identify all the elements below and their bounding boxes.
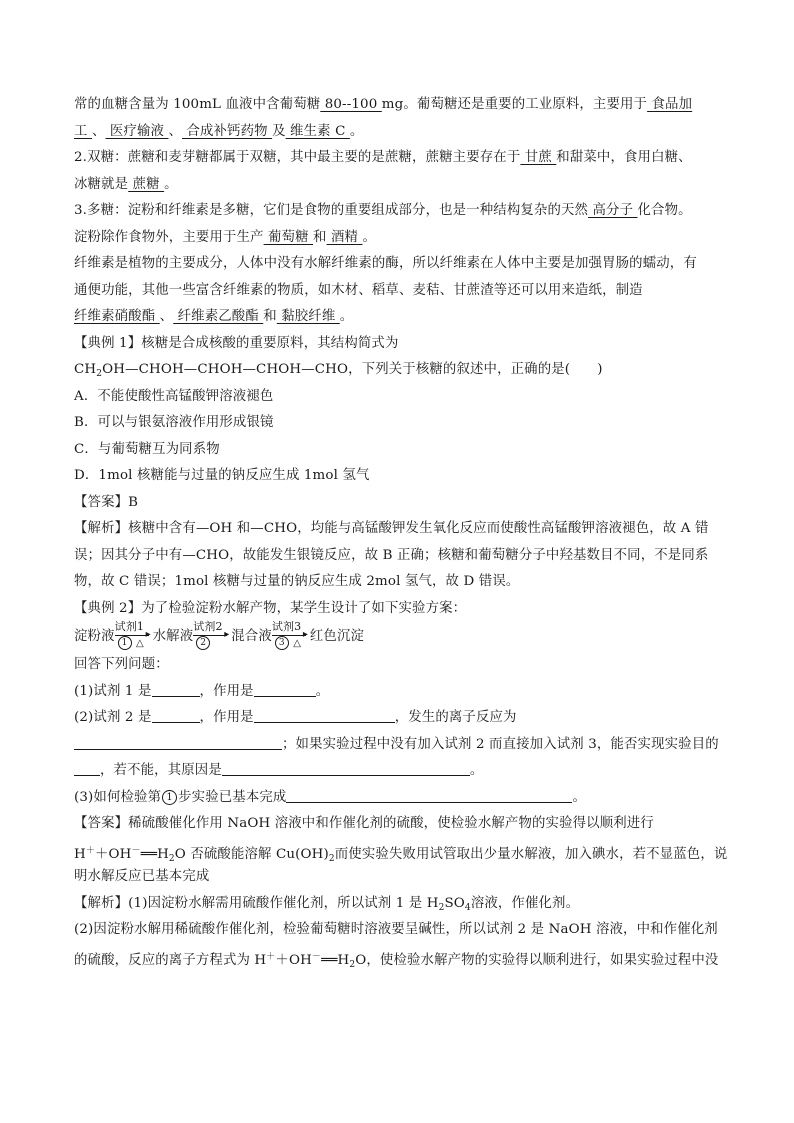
reaction-arrow-1 <box>115 622 153 648</box>
subscript: 2 <box>438 902 445 913</box>
text: ，作用是 <box>199 710 254 725</box>
analysis-2-line <box>74 944 724 971</box>
scheme-stage: 淀粉液 <box>74 629 115 644</box>
answer-fill: 黏胶纤维 <box>276 309 340 324</box>
option-c: C．与葡萄糖互为同系物 <box>74 441 220 457</box>
arrow-head-icon: ▸ <box>145 629 151 640</box>
scheme-stage: 水解液 <box>152 629 194 644</box>
answer-fill: 纤维素乙酸酯 <box>173 309 264 324</box>
document-page <box>74 92 728 970</box>
text: 常的血糖含量为 100mL 血液中含葡萄糖 <box>74 97 321 112</box>
text: 。 <box>339 309 354 324</box>
text-line: 通便功能，其他一些富含纤维素的物质，如木材、稻草、麦秸、甘蔗渣等还可以用来造纸，制造 <box>74 282 643 298</box>
step-label <box>195 636 211 650</box>
text-line <box>74 225 724 252</box>
subscript: 2 <box>349 959 356 970</box>
answer-blank[interactable] <box>254 682 316 697</box>
text: 。 <box>349 123 364 139</box>
text: 。 <box>164 176 178 192</box>
option-d: D．1mol 核糖能与过量的钠反应生成 1mol 氢气 <box>74 468 370 483</box>
text: ，若不能，其原因是 <box>100 763 222 778</box>
reagent-label: 试剂3 <box>271 620 302 633</box>
text: ＋OH <box>94 846 132 862</box>
text: OH—CHOH—CHOH—CHOH—CHO，下列关于核糖的叙述中，正确的是( ) <box>102 362 603 377</box>
answer-fill: 合成补钙药物 <box>182 123 273 139</box>
text: 化合物。 <box>637 203 692 218</box>
superscript: － <box>311 951 322 962</box>
questions-prompt: 回答下列问题： <box>74 657 169 672</box>
text-line <box>74 172 724 199</box>
text: 、 <box>91 123 106 139</box>
answer-fill: 纤维素硝酸酯 <box>74 309 160 324</box>
question-2 <box>74 705 724 732</box>
text: O 否硫酸能溶解 Cu(OH) <box>174 846 329 862</box>
text: SO <box>444 895 465 911</box>
step-number: 1 <box>118 636 132 650</box>
subscript: 2 <box>168 853 175 864</box>
answer-blank[interactable] <box>74 761 100 776</box>
text: ；如果实验过程中没有加入试剂 2 而直接加入试剂 3，能否实现实验目的 <box>282 736 719 752</box>
answer-fill: 维生素 C <box>285 123 350 139</box>
answer-blank[interactable] <box>74 735 282 750</box>
text: H <box>74 846 86 862</box>
heat-symbol: △ <box>135 638 144 649</box>
answer-blank[interactable] <box>286 788 572 803</box>
answer-blank[interactable] <box>152 682 200 697</box>
reaction-arrow-3 <box>272 622 310 648</box>
answer-2-line: 【答案】稀硫酸催化作用 NaOH 溶液中和作催化剂的硫酸，使检验水解产物的实验得以顺利进行 <box>74 816 654 831</box>
step-number: 2 <box>196 636 210 650</box>
analysis-1-line: 误；因其分子中有—CHO，故能发生银镜反应，故 B 正确；核糖和葡萄糖分子中羟基数目不同，不是同系 <box>74 547 709 563</box>
ribose-formula <box>74 357 724 384</box>
text: 的硫酸，反应的离子方程式为 H <box>74 952 267 968</box>
subscript: 4 <box>464 902 471 913</box>
text: 和 <box>313 229 327 245</box>
text: 及 <box>272 123 286 139</box>
analysis-2-line <box>74 891 724 918</box>
text: ══H <box>140 846 169 862</box>
answer-1: 【答案】B <box>74 494 139 510</box>
text: 淀粉除作食物外，主要用于生产 <box>74 229 264 245</box>
text: ══H <box>321 952 350 968</box>
text: 。 <box>362 229 377 245</box>
arrow-head-icon: ▸ <box>302 629 309 640</box>
answer-blank[interactable] <box>222 761 470 776</box>
text-line <box>74 145 724 172</box>
answer-2-line <box>74 838 728 865</box>
text-line <box>74 92 724 119</box>
reagent-label: 试剂2 <box>193 620 223 633</box>
answer-fill: 工 <box>74 123 92 139</box>
superscript: － <box>131 845 141 856</box>
text: (3)如何检验第 <box>74 789 162 805</box>
option-b: B．可以与银氨溶液作用形成银镜 <box>74 415 274 430</box>
text-line: 纤维素是植物的主要成分，人体中没有水解纤维素的酶，所以纤维素在人体中主要是加强胃肠的蠕动，有 <box>74 256 697 271</box>
answer-fill: 食品加 <box>647 97 693 112</box>
text: 溶液，作催化剂。 <box>470 895 580 911</box>
reaction-scheme <box>74 622 724 652</box>
text: (1)试剂 1 是 <box>74 683 152 699</box>
text-line <box>74 119 724 146</box>
reaction-arrow-2 <box>193 622 231 648</box>
text: 、 <box>168 123 183 139</box>
answer-fill: 酒精 <box>326 229 363 245</box>
step-number: 3 <box>275 636 289 650</box>
question-2-cont <box>74 758 724 785</box>
question-1 <box>74 679 724 706</box>
subscript: 2 <box>328 853 335 864</box>
text: 。 <box>469 763 484 778</box>
analysis-1-line: 【解析】核糖中含有—OH 和—CHO，均能与高锰酸钾发生氧化反应而使酸性高锰酸钾溶液褪色，故 A 错 <box>74 521 709 536</box>
answer-2-line: 明水解反应已基本完成 <box>74 869 210 884</box>
text: ＋OH <box>275 952 312 968</box>
answer-fill: 高分子 <box>588 203 638 218</box>
example-2-title: 【典例 2】为了检验淀粉水解产物，某学生设计了如下实验方案： <box>74 600 467 616</box>
superscript: ＋ <box>85 845 95 856</box>
answer-fill: 医疗输液 <box>105 123 169 139</box>
example-1-title: 【典例 1】核糖是合成核酸的重要原料，其结构简式为 <box>74 335 399 351</box>
scheme-stage: 混合液 <box>231 629 272 644</box>
text: 步实验已基本完成 <box>178 789 287 805</box>
reagent-label: 试剂1 <box>114 620 145 633</box>
text: 。 <box>572 789 586 805</box>
step-number: 1 <box>162 790 177 805</box>
arrow-head-icon: ▸ <box>224 629 230 640</box>
text-line <box>74 304 724 331</box>
text: 冰糖就是 <box>74 176 129 192</box>
answer-blank[interactable] <box>254 708 395 723</box>
text: 3.多糖：淀粉和纤维素是多糖，它们是食物的重要组成部分，也是一种结构复杂的天然 <box>74 203 589 218</box>
text: 【解析】(1)因淀粉水解需用硫酸作催化剂，所以试剂 1 是 H <box>74 895 439 911</box>
heat-symbol: △ <box>293 638 302 649</box>
answer-fill: 葡萄糖 <box>263 229 314 245</box>
answer-fill: 80--100 <box>320 97 382 112</box>
analysis-1-line: 物，故 C 错误；1mol 核糖与过量的钠反应生成 2mol 氢气，故 D 错误。 <box>74 574 520 589</box>
subscript: 2 <box>96 369 103 379</box>
text: (2)试剂 2 是 <box>74 710 152 725</box>
analysis-2-line: (2)因淀粉水解用稀硫酸作催化剂，检验葡萄糖时溶液要呈碱性，所以试剂 2 是 NaOH 溶液，中和作催化剂 <box>74 922 718 937</box>
answer-fill: 甘蔗 <box>520 150 557 165</box>
text: 、 <box>159 309 174 324</box>
answer-blank[interactable] <box>152 708 200 723</box>
text: CH <box>74 362 97 377</box>
text: ，作用是 <box>199 683 254 699</box>
question-2-cont <box>74 732 724 759</box>
option-a: A．不能使酸性高锰酸钾溶液褪色 <box>74 388 274 404</box>
question-3 <box>74 785 724 812</box>
text: 和 <box>263 309 277 324</box>
text-line <box>74 198 724 225</box>
text: O，使检验水解产物的实验得以顺利进行，如果实验过程中没 <box>355 952 719 968</box>
superscript: ＋ <box>266 951 276 962</box>
step-label <box>274 636 301 650</box>
answer-fill: 蔗糖 <box>128 176 165 192</box>
text: 。 <box>315 683 330 699</box>
text: mg。葡萄糖还是重要的工业原料，主要用于 <box>381 97 648 112</box>
text: 而使实验失败用试管取出少量水解液，加入碘水，若不显蓝色，说 <box>334 846 728 862</box>
text: 2.双糖：蔗糖和麦芽糖都属于双糖，其中最主要的是蔗糖，蔗糖主要存在于 <box>74 150 521 165</box>
step-label <box>117 636 144 650</box>
text: ，发生的离子反应为 <box>394 710 517 725</box>
scheme-stage: 红色沉淀 <box>309 629 365 644</box>
text: 和甜菜中，食用白糖、 <box>556 150 692 165</box>
